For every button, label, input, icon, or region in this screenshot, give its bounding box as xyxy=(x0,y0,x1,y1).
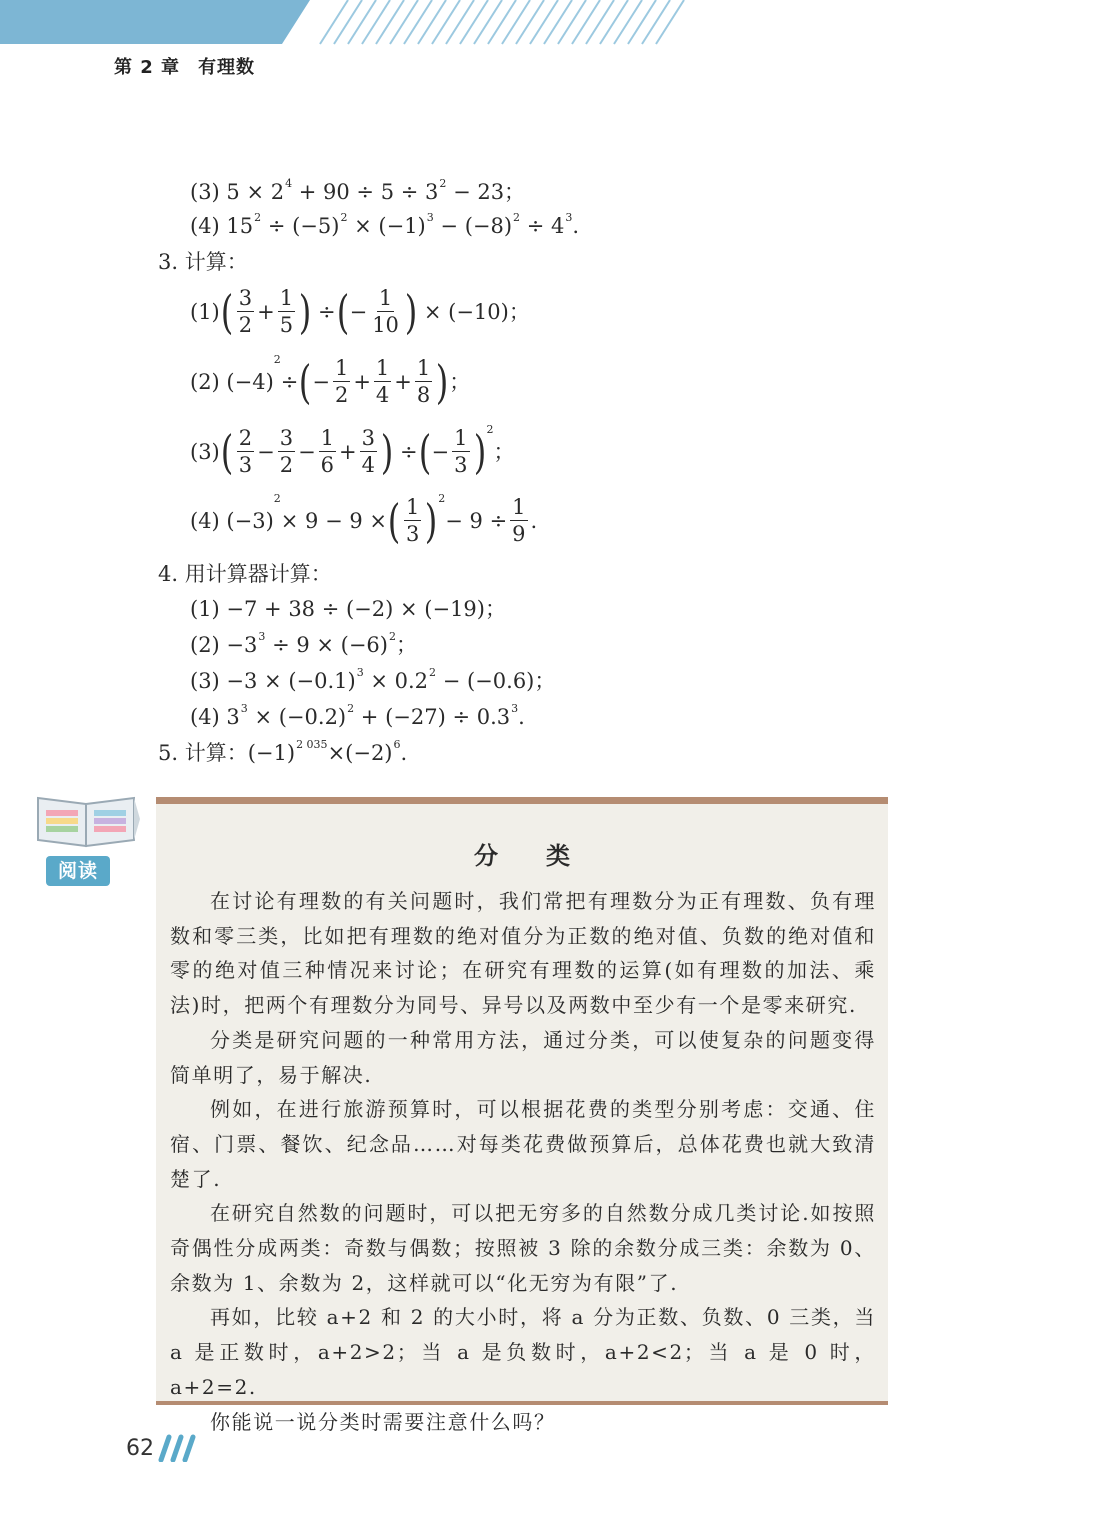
exercise-5: 5. 计算：$(-1)^{2 035}\times(-2)^6$. xyxy=(158,738,408,765)
exercise-4-part-4: (4) $3^3 \times (-0.2)^2 + (-27) \div 0.3^3$. xyxy=(190,702,525,729)
exercise-4-part-1: (1) −7 + 38 ÷ (−2) × (−19)； xyxy=(190,597,506,621)
exercise-4-part-2: $(2) -3^3 \div 9 \times (-6)^2$； xyxy=(190,630,417,657)
reading-paragraph: 在研究自然数的问题时，可以把无穷多的自然数分成几类讨论.如按照奇偶性分成两类：奇数与偶数；按照被 3 除的余数分成三类：余数为 0、余数为 1、余数为 2，这样就可以“化无穷为有限”了. xyxy=(170,1201,876,1295)
exercise-3-part-2: (2) (−4) 2 ÷ ( − $\frac{1}{2}$ + $\frac{1}{4}$ + $\frac{1}{8}$ ) ； xyxy=(190,353,471,409)
reading-paragraph: 再如，比较 a+2 和 2 的大小时，将 a 分为正数、负数、0 三类，当 a 是正数时，a+2>2；当 a 是负数时，a+2<2；当 a 是 0 时，a+2=2. xyxy=(170,1305,876,1399)
reading-box xyxy=(156,797,888,1434)
reading-paragraph: 分类是研究问题的一种常用方法，通过分类，可以使复杂的问题变得简单明了，易于解决. xyxy=(170,1027,876,1087)
reading-title: 分类 xyxy=(474,842,618,870)
exercise-3-part-1: (1) ( $\frac{3}{2}$ + $\frac{1}{5}$ ) ÷ ( − $\frac{1}{10}$ ) × (−10)； xyxy=(190,285,530,339)
exercise-3-part-3: (3) ( $\frac{2}{3}$ − $\frac{3}{2}$ − $\frac{1}{6}$ + $\frac{3}{4}$ ) ÷ ( − $\frac{1}{3}$ ) 2 ； xyxy=(190,423,515,479)
reading-body xyxy=(170,884,876,1439)
header-decor-bar xyxy=(0,0,1093,48)
reading-paragraph: 在讨论有理数的有关问题时，我们常把有理数分为正有理数、负有理数和零三类，比如把有理数的绝对值分为正数的绝对值、负数的绝对值和零的绝对值三种情况来讨论；在研究有理数的运算(如有理数的加法、乘法)时，把两个有理数分为同号、异号以及两数中至少有一个是零来研究. xyxy=(170,889,876,1018)
chapter-number: 第 2 章 xyxy=(114,57,181,78)
reading-paragraph: 例如，在进行旅游预算时，可以根据花费的类型分别考虑：交通、住宿、门票、餐饮、纪念品……对每类花费做预算后，总体花费也就大致清楚了. xyxy=(170,1097,876,1191)
chapter-title: 有理数 xyxy=(198,57,256,78)
page-number: 62 xyxy=(126,1436,154,1461)
open-book-icon xyxy=(34,788,140,850)
exercise-3-part-4: (4) (−3) 2 × 9 − 9 × ( $\frac{1}{3}$ ) 2 − 9 ÷ $\frac{1}{9}$ . xyxy=(190,492,538,548)
page-number-decor xyxy=(157,1434,199,1462)
reading-paragraph: 你能说一说分类时需要注意什么吗？ xyxy=(210,1409,556,1434)
reading-badge: 阅读 xyxy=(46,856,110,886)
exercise-2-part-3: (3) $5 \times 2^4 + 90 \div 5 \div 3^2 - 23$； xyxy=(190,177,526,204)
chapter-header xyxy=(114,53,255,79)
exercise-4-title: 4. 用计算器计算： xyxy=(158,562,332,586)
exercise-4-part-3: $(3) -3 \times (-0.1)^3 \times 0.2^2 - (-0.6)$； xyxy=(190,666,556,693)
exercise-3-title: 3. 计算： xyxy=(158,250,248,274)
exercise-2-part-4: (4) $15^2 \div (-5)^2 \times (-1)^3 - (-8)^2 \div 4^3$. xyxy=(190,211,580,238)
